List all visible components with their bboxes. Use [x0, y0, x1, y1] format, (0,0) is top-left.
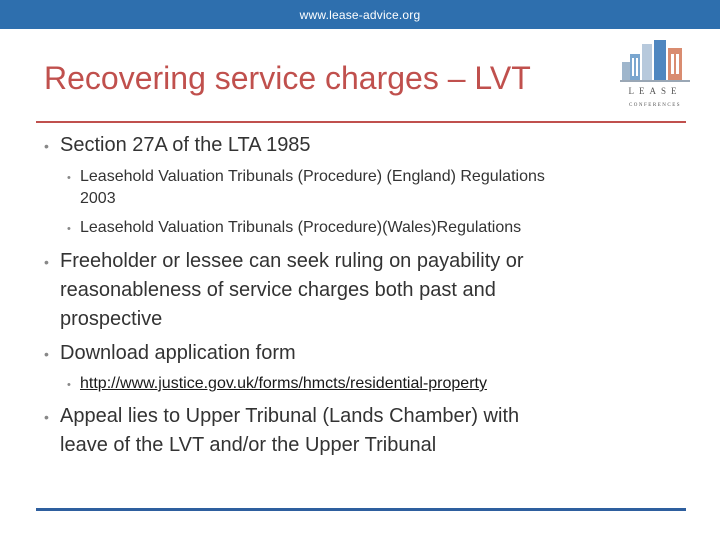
- bullet-dot: •: [67, 223, 71, 235]
- logo-lease-text: LEASE: [628, 86, 682, 96]
- logo-conferences-text: CONFERENCES: [628, 103, 682, 108]
- bullet-dot: •: [44, 346, 49, 362]
- bullet-dot: •: [44, 138, 49, 154]
- application-form-link[interactable]: http://www.justice.gov.uk/forms/hmcts/residential-property: [80, 375, 487, 392]
- top-banner: [0, 0, 720, 29]
- sub-bullet-3: [67, 373, 487, 395]
- bullet-2: [44, 247, 524, 334]
- bullet-text-cont: prospective: [60, 308, 163, 330]
- bullet-dot: •: [44, 409, 49, 425]
- bullet-text-cont: leave of the LVT and/or the Upper Tribunal: [60, 434, 437, 456]
- bullet-dot: •: [67, 379, 71, 391]
- sub-bullet-1: [67, 166, 545, 210]
- bullet-text: Leasehold Valuation Tribunals (Procedure) (England) Regulations: [80, 168, 545, 185]
- sub-bullet-2: [67, 217, 522, 239]
- bullet-text: Freeholder or lessee can seek ruling on payability or: [60, 250, 524, 272]
- bullet-dot: •: [44, 254, 49, 270]
- bullet-text: Leasehold Valuation Tribunals (Procedure)(Wales)Regulations: [80, 219, 522, 236]
- bullet-text: Download application form: [60, 342, 296, 364]
- site-url-text: www.lease-advice.org: [299, 7, 421, 22]
- bullet-text: Appeal lies to Upper Tribunal (Lands Chamber) with: [60, 405, 520, 427]
- bullet-4: [44, 402, 520, 460]
- bullet-dot: •: [67, 172, 71, 184]
- title-divider: [36, 121, 686, 123]
- bullet-1: [44, 131, 311, 160]
- bottom-divider: [36, 508, 686, 511]
- bullet-text: Section 27A of the LTA 1985: [60, 134, 311, 156]
- lease-conference-logo: [620, 38, 690, 112]
- bullet-3: [44, 339, 296, 368]
- bullet-text-cont: 2003: [80, 190, 116, 207]
- slide-title: Recovering service charges – LVT: [44, 60, 531, 96]
- bullet-text-cont: reasonableness of service charges both past and: [60, 279, 496, 301]
